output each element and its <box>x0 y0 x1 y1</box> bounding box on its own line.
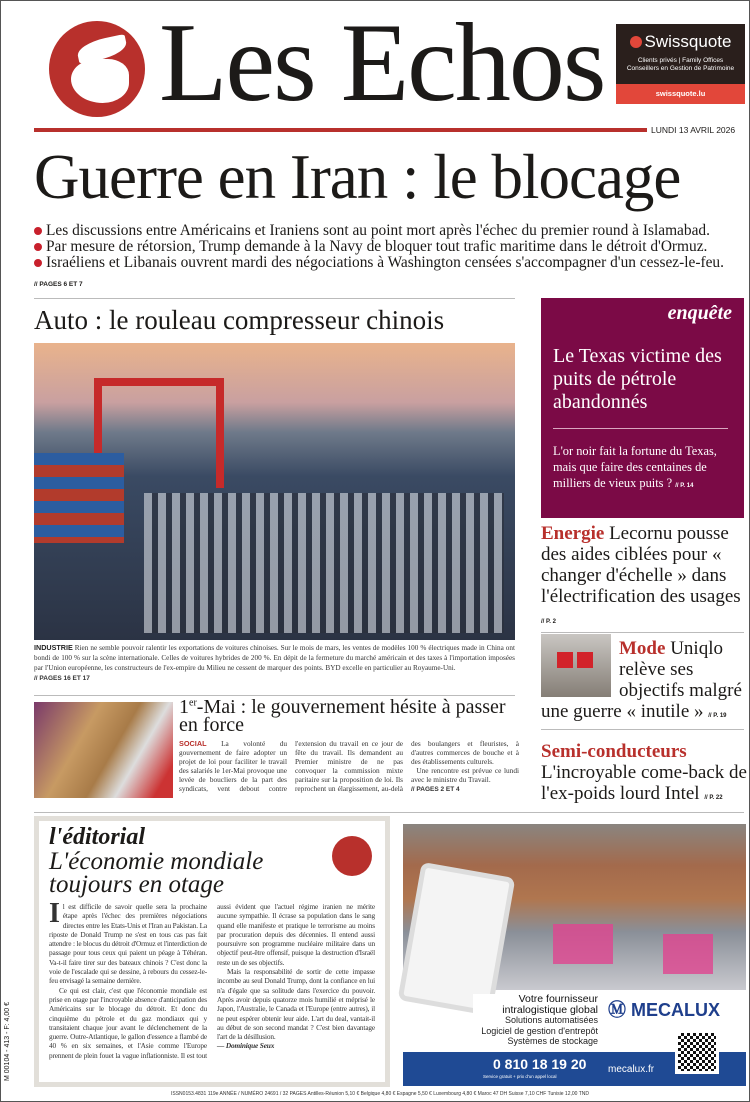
enquete-title: Le Texas victime des puits de pétrole abandonnés <box>553 345 722 413</box>
mai-pages[interactable]: // PAGES 2 ET 4 <box>411 786 460 793</box>
divider <box>34 812 744 813</box>
swissquote-url[interactable]: swissquote.lu <box>616 84 745 104</box>
auto-headline[interactable]: Auto : le rouleau compresseur chinois <box>34 305 445 335</box>
editorial-tag: l'éditorial <box>49 824 145 850</box>
ad-l3: Solutions automatisées <box>504 1015 598 1025</box>
enquete-box[interactable] <box>541 298 744 518</box>
uniqlo-store-photo <box>541 634 611 697</box>
editorial-title: L'économie mondiale toujours en otage <box>49 848 264 898</box>
editorial-box[interactable] <box>34 816 390 1087</box>
mai-text: La volonté du gouvernement de faire adopter un projet de loi pour faciliter le travail des salariés le 1er-Mai provoque une levée de boucliers de la part des syndicats, vent debout contre l'extension du travail en ce jour de fête du travail. Ils demandent au Premier ministre de ne pas convoquer la commission mixte paritaire sur la proposition de loi. Ils reprochent un élargissement, au-delà des boulangers et fleuristes, à d'autres commerces de bouche et à des établissements culturels. <box>179 739 519 793</box>
mecalux-brand: Ⓜ MECALUX <box>608 1000 721 1020</box>
lead-pages[interactable]: // PAGES 6 ET 7 <box>34 281 83 288</box>
ad-l1: Votre fournisseur <box>518 993 598 1005</box>
lead-bullet: Par mesure de rétorsion, Trump demande à la Navy de bloquer tout trafic maritime dans le détroit d'Ormuz. <box>34 239 749 255</box>
drop-cap: I <box>49 898 60 929</box>
ad-l2: intralogistique global <box>502 1003 598 1016</box>
editorial-p1: l est difficile de savoir quelle sera la prochaine étape après l'échec des premières négociations directes entre les Etats-Unis et l'Iran au Pakistan. La riposte de Donald Trump ne s'est en tous cas pas fait attendre : le blocus du détroit d'Ormuz et l'interdiction de passage pour tous ceux qui paient un péage à Téhéran. Va-t-il faire tirer sur des bateaux chinois ? C'est donc la voie de l'escalade qui se dessine, à rebours du cessez-le-feu envisagé la semaine dernière. <box>49 902 207 986</box>
divider <box>541 632 744 633</box>
mai-kicker: SOCIAL <box>179 739 207 748</box>
ad-phone[interactable]: 0 810 18 19 20 <box>493 1056 587 1072</box>
mai-headline[interactable] <box>179 698 519 734</box>
ad-service: Service gratuit + prix d'un appel local <box>483 1074 557 1079</box>
energie-text: Lecornu pousse des aides ciblées pour « changer d'échelle » dans l'électrification des usages <box>541 523 741 607</box>
enquete-ref: // P. 14 <box>675 483 694 489</box>
divider <box>541 729 744 730</box>
energie-teaser[interactable] <box>541 523 746 633</box>
editorial-p2: Ce qui est clair, c'est que l'économie mondiale est prise en otage par l'incroyable absence d'anticipation des Américains sur le blocage du détroit. Et donc du cinquième du pétrole et du gaz mondiaux qui y transitaient chaque jour avant le déclenchement de la guerre. Outre-Atlantique, le gallon d'essence a flambé de 40 % en six semaines, et l'Asie comme l'Europe prennent de plein fouet la vague inflationniste. Il est tout aussi évident que l'actuel régime iranien ne mérite aucune sympathie. Il écrase sa population dans le sang quand elle manifeste et pratique le terrorisme au moins par procuration depuis des décennies. Il entend aussi poursuivre son programme nucléaire militaire dans un objectif peut-être offensif, puisque la destruction d'Israël reste un de ses objectifs. <box>49 902 375 1060</box>
lead-headline[interactable]: Guerre en Iran : le blocage <box>34 142 681 212</box>
swissquote-line2: Conseillers en Gestion de Patrimoine <box>626 65 735 73</box>
mai-title-text: -Mai : le gouvernement hésite à passer en force <box>179 696 506 736</box>
semi-kicker: Semi-conducteurs <box>541 741 687 762</box>
footer-info: ISSN0153.4831 119e ANNÉE / NUMÉRO 24691 / 32 PAGES Antilles-Réunion 5,10 € Belgique 4,80 € Espagne 5,50 € Luxembourg 4,80 € Maroc 47 DH Suisse 7,10 CHF Tunisie 12,00 TND <box>171 1091 590 1097</box>
swissquote-logo-icon <box>630 36 642 48</box>
swissquote-line1: Clients privés | Family Offices <box>637 57 724 64</box>
issue-date: LUNDI 13 AVRIL 2026 <box>651 125 736 135</box>
ad-l4: Logiciel de gestion d'entrepôt <box>481 1025 598 1036</box>
mecalux-name: MECALUX <box>631 1000 721 1020</box>
lead-bullet: Les discussions entre Américains et Iraniens sont au point mort après l'échec du premier round à Islamabad. <box>34 223 749 239</box>
mode-teaser[interactable] <box>541 638 749 727</box>
mai-protest-photo <box>34 702 173 798</box>
mai-body <box>179 739 519 794</box>
auto-caption-text: Rien ne semble pouvoir ralentir les exportations de voitures chinoises. Sur le mois de mars, les ventes de modèles 100 % électriques made in China ont bondi de 100 % sur la scène internationale. Celles de voitures hybrides de 200 %. En dépit de la fermeture du marché américain et des taxes à l'importation imposées par l'Union européenne, les constructeurs de l'ex-empire du Milieu ne cessent de marquer des points. BYD excelle en particulier au Royaume-Uni. <box>34 644 515 672</box>
mode-kicker: Mode <box>619 638 666 659</box>
semi-text: L'incroyable come-back de l'ex-poids lourd Intel <box>541 762 747 804</box>
enquete-sub: L'or noir fait la fortune du Texas, mais que faire des centaines de milliers de vieux puits ? <box>553 444 717 490</box>
mode-ref: // P. 19 <box>708 713 727 719</box>
les-echos-small-logo <box>332 836 372 876</box>
masthead-title[interactable]: Les Echos <box>159 1 605 125</box>
swissquote-brand: Swissquote <box>644 32 732 51</box>
semi-teaser[interactable] <box>541 741 750 809</box>
energie-ref: // P. 2 <box>541 619 556 625</box>
mecalux-ad[interactable] <box>403 824 746 1086</box>
enquete-tag: enquête <box>667 302 732 324</box>
mai-text-2: Une rencontre est prévue ce lundi avec le ministre du Travail. <box>411 766 519 784</box>
ad-l5: Systèmes de stockage <box>507 1036 598 1046</box>
lead-bullet: Israéliens et Libanais ouvrent mardi des négociations à Washington censées s'accompagner d'un cessez-le-feu. <box>34 255 749 271</box>
auto-caption <box>34 643 515 684</box>
energie-kicker: Energie <box>541 523 605 544</box>
divider <box>34 298 515 299</box>
auto-port-photo <box>34 343 515 640</box>
auto-kicker: INDUSTRIE <box>34 643 73 652</box>
les-echos-logo[interactable] <box>49 21 145 117</box>
swissquote-ad[interactable] <box>616 24 745 104</box>
lead-bullets <box>34 223 749 271</box>
semi-ref: // P. 22 <box>704 795 723 801</box>
qr-code[interactable] <box>675 1030 719 1074</box>
editorial-p3: Mais la responsabilité de sortir de cette impasse incombe au seul Donald Trump, dont la confiance en lui n'a d'égale que sa solitude dans l'exercice du pouvoir. Après avoir depuis quatorze mois humilié et méprisé le Japon, l'Australie, le Canada et l'Europe (entre autres), il ne peut espérer obtenir leur aide. L'art du deal, vantait-il au début de son second mandat ? C'est bien davantage l'art de la désillusion. <box>217 967 375 1042</box>
divider <box>553 428 728 429</box>
ad-text <box>473 994 598 1047</box>
barcode-label: M 00104 - 413 - F: 4,00 € <box>4 1002 11 1081</box>
mai-title-num: 1 <box>179 696 189 718</box>
editorial-author: — Dominique Seux <box>217 1041 275 1051</box>
ad-url[interactable]: mecalux.fr <box>608 1064 655 1075</box>
auto-pages[interactable]: // PAGES 16 ET 17 <box>34 675 90 682</box>
masthead-rule <box>34 128 647 132</box>
mode-text: Uniqlo relève ses objectifs malgré une guerre « inutile » <box>541 638 742 722</box>
mai-title-sup: er <box>189 697 197 709</box>
